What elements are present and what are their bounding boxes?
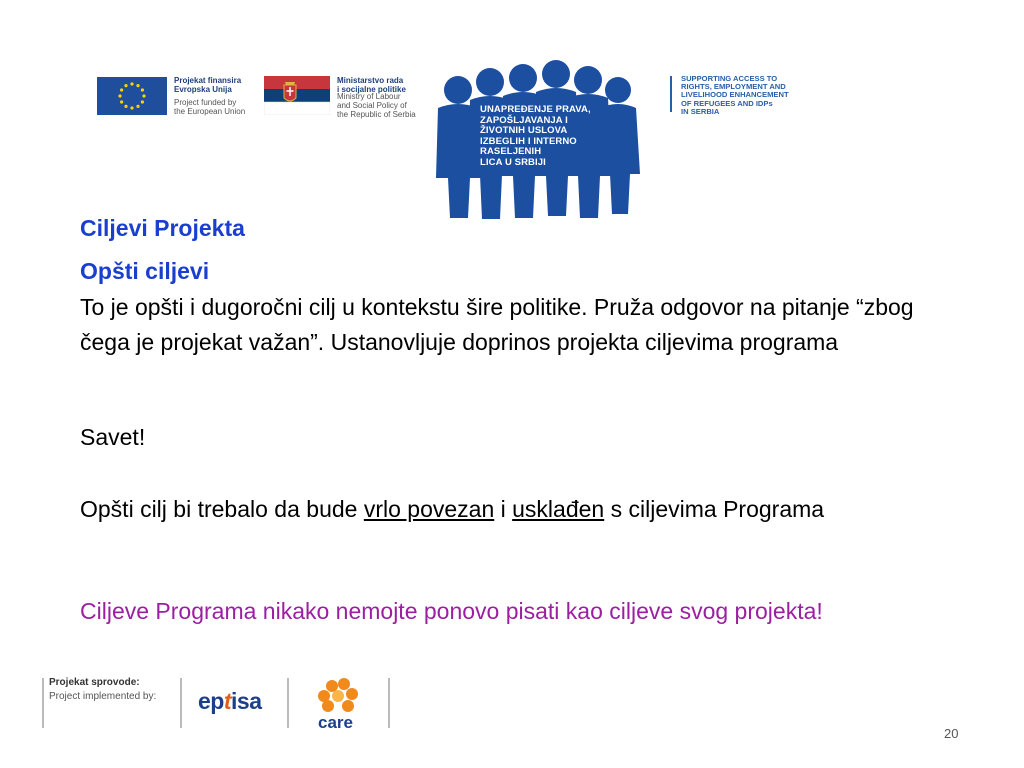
eu-logo-caption-sr: Projekat finansira Evropska Unija	[174, 76, 242, 94]
eptisa-logo-accent: t	[223, 688, 232, 714]
advice-text-part: i	[494, 496, 513, 522]
eptisa-logo-part: ep	[198, 688, 224, 714]
care-logo-text: care	[318, 713, 353, 732]
subsection-heading: Opšti ciljevi	[80, 258, 210, 284]
divider	[180, 678, 182, 728]
advice-paragraph	[80, 492, 940, 527]
advice-text-part: Opšti cilj bi trebalo da bude	[80, 496, 364, 522]
eu-flag-icon	[97, 77, 167, 115]
underlined-phrase-aligned: usklađen	[512, 496, 605, 522]
implemented-by-label-en: Project implemented by:	[49, 691, 157, 702]
crowd-logo-caption: UNAPREĐENJE PRAVA, ZAPOŠLJAVANJA I ŽIVOTNIH USLOVA IZBEGLIH I INTERNO RASELJENIH LICA U SRBIJI	[480, 104, 591, 168]
divider	[388, 678, 390, 728]
underlined-phrase-linked: vrlo povezan	[363, 496, 495, 522]
page-number: 20	[944, 726, 959, 741]
ministry-caption-en: Ministry of Labour and Social Policy of the Republic of Serbia	[337, 92, 416, 119]
serbia-flag-icon	[264, 76, 330, 115]
eptisa-logo-part: sa	[236, 688, 262, 714]
divider	[287, 678, 289, 728]
eptisa-logo-part: i	[231, 688, 237, 714]
section-heading: Ciljevi Projekta	[80, 215, 245, 241]
divider	[670, 76, 672, 112]
advice-text-part: s ciljevima Programa	[604, 496, 825, 522]
divider	[42, 678, 44, 728]
definition-paragraph: To je opšti i dugoročni cilj u kontekstu šire politike. Pruža odgovor na pitanje “zbog čega je projekat važan”. Ustanovljuje doprinos projekta ciljevima programa	[80, 294, 914, 355]
care-logo	[310, 674, 370, 732]
warning-text: Ciljeve Programa nikako nemojte ponovo pisati kao ciljeve svog projekta!	[80, 598, 823, 624]
eu-logo-caption-en: Project funded by the European Union	[174, 98, 246, 116]
project-tagline-en: SUPPORTING ACCESS TO RIGHTS, EMPLOYMENT AND LIVELIHOOD ENHANCEMENT OF REFUGEES AND IDPs IN SERBIA	[681, 74, 789, 116]
eptisa-logo	[198, 688, 262, 715]
implemented-by-label-sr: Projekat sprovode:	[49, 677, 140, 688]
ministry-caption-sr: Ministarstvo rada i socijalne politike	[337, 76, 406, 94]
advice-label: Savet!	[80, 424, 146, 450]
